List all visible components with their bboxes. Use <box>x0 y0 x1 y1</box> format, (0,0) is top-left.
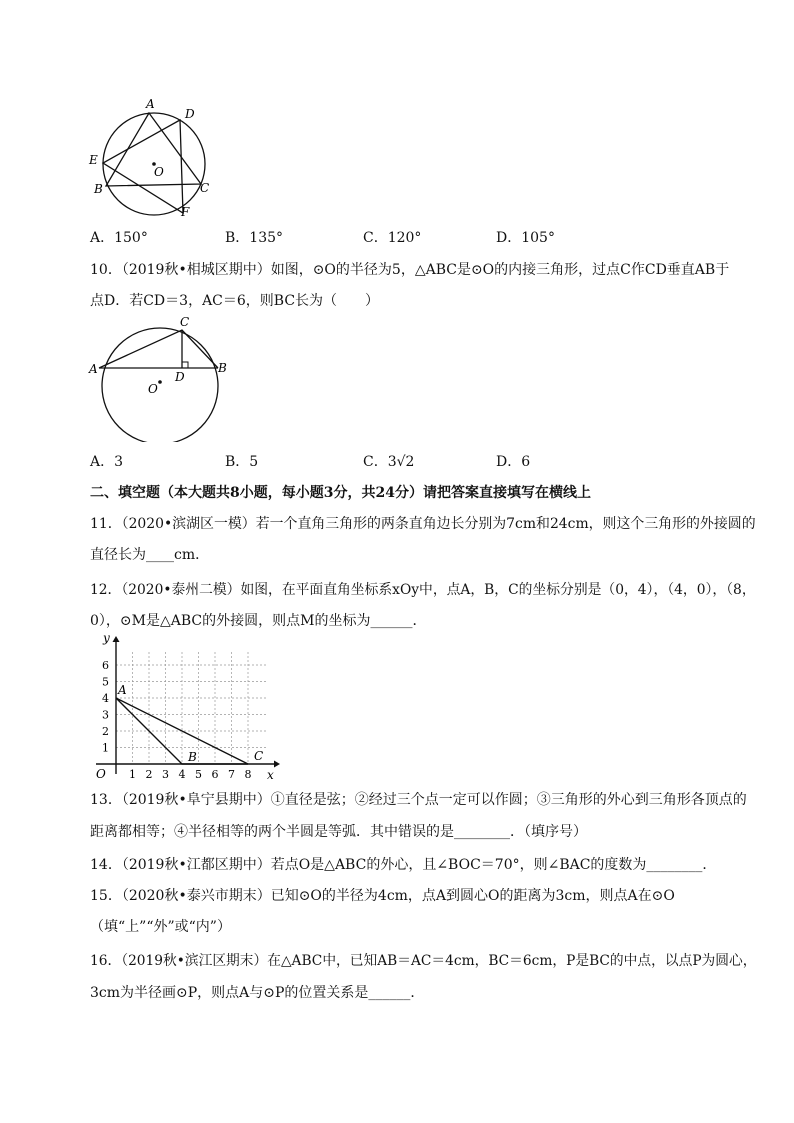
q9-option-c: C．120° <box>363 230 422 246</box>
q9-label-f: F <box>181 205 190 219</box>
q13-text-line2: 距离都相等；④半径相等的两个半圆是等弧．其中错误的是________．（填序号） <box>90 824 587 840</box>
q10-text-line2: 点D．若CD＝3，AC＝6，则BC长为（ ） <box>90 293 380 309</box>
q9-option-a: A．150° <box>90 230 148 246</box>
q9-label-e: E <box>89 153 98 167</box>
q12-label-a: A <box>118 683 127 697</box>
q12-x-label: x <box>267 768 274 782</box>
q12-y-tick: 3 <box>102 708 109 722</box>
q12-figure <box>86 632 286 782</box>
q10-option-d: D．6 <box>496 454 531 470</box>
q12-x-tick-labels <box>129 768 252 781</box>
q12-x-tick: 6 <box>211 768 219 781</box>
q12-x-tick: 2 <box>145 768 153 781</box>
q12-x-tick: 5 <box>195 768 202 781</box>
q12-origin-label: O <box>96 767 106 781</box>
q14-text-line1: 14．（2019秋•江都区期中）若点O是△ABC的外心，且∠BOC＝70°，则∠BAC的度数为________． <box>90 857 717 873</box>
q9-figure <box>84 94 214 220</box>
q12-y-label: y <box>103 632 110 645</box>
q12-text-line1: 12．（2020•泰州二模）如图，在平面直角坐标系xOy中，点A，B，C的坐标分别是（0，4），（4，0），（8， <box>90 582 756 598</box>
q12-text-line2: 0），⊙M是△ABC的外接圆，则点M的坐标为______． <box>90 613 427 629</box>
q10-option-a: A．3 <box>90 454 124 470</box>
q11-text-line2: 直径长为____cm． <box>90 547 210 563</box>
q12-x-tick: 1 <box>129 768 136 781</box>
q9-triangle-def <box>103 120 183 213</box>
q12-x-tick: 3 <box>162 768 169 781</box>
q10-label-c: C <box>180 315 190 329</box>
q15-text-line1: 15．（2020秋•泰兴市期末）已知⊙O的半径为4cm，点A到圆心O的距离为3cm，则点A在⊙O <box>90 888 675 904</box>
q10-label-b: B <box>218 361 227 375</box>
q13-text-line1: 13．（2019秋•阜宁县期中）①直径是弦；②经过三个点一定可以作圆；③三角形的外心到三角形各顶点的 <box>90 792 747 808</box>
q15-text-line2: （填“上”“外”或“内”） <box>90 919 231 935</box>
q12-y-tick: 2 <box>102 725 109 738</box>
q9-label-c: C <box>200 181 210 195</box>
q10-label-a: A <box>89 362 98 376</box>
q10-label-o: O <box>148 382 158 396</box>
q10-option-c: C．3√2 <box>363 454 415 470</box>
q12-y-tick-labels <box>102 659 109 755</box>
q12-grid <box>116 652 266 764</box>
q12-x-tick: 4 <box>178 768 186 781</box>
q10-right-angle-mark <box>182 362 188 368</box>
q12-y-tick: 6 <box>102 659 109 672</box>
q12-x-tick: 7 <box>228 768 235 781</box>
q9-label-b: B <box>94 182 103 196</box>
q10-center-dot <box>158 380 162 384</box>
section2-heading: 二、填空题（本大题共8小题，每小题3分，共24分）请把答案直接填写在横线上 <box>90 485 591 501</box>
q12-y-axis-arrow <box>113 636 120 642</box>
q12-x-axis-arrow <box>274 761 280 768</box>
q10-option-b: B．5 <box>225 454 259 470</box>
q9-option-b: B．135° <box>225 230 284 246</box>
q9-label-o: O <box>154 165 164 179</box>
q10-label-d: D <box>175 370 185 384</box>
q12-y-tick: 4 <box>102 692 109 705</box>
q12-label-c: C <box>254 749 264 763</box>
q12-y-tick: 1 <box>102 741 109 755</box>
q9-label-d: D <box>185 107 195 121</box>
q10-triangle-sides <box>99 330 218 368</box>
q10-text-line1: 10．（2019秋•相城区期中）如图，⊙O的半径为5，△ABC是⊙O的内接三角形，过点C作CD垂直AB于 <box>90 262 730 278</box>
q16-text-line2: 3cm为半径画⊙P，则点A与⊙P的位置关系是______． <box>90 985 425 1001</box>
q10-figure <box>86 312 234 442</box>
q12-x-tick: 8 <box>244 768 252 781</box>
q9-label-a: A <box>146 97 155 111</box>
q10-circle <box>102 328 218 442</box>
q12-y-tick: 5 <box>102 675 109 689</box>
q16-text-line1: 16．（2019秋•滨江区期末）在△ABC中，已知AB＝AC＝4cm，BC＝6cm，P是BC的中点，以点P为圆心， <box>90 953 757 969</box>
q9-option-d: D．105° <box>496 230 555 246</box>
q11-text-line1: 11．（2020•滨湖区一模）若一个直角三角形的两条直角边长分别为7cm和24cm，则这个三角形的外接圆的 <box>90 516 756 532</box>
q12-label-b: B <box>188 750 197 764</box>
